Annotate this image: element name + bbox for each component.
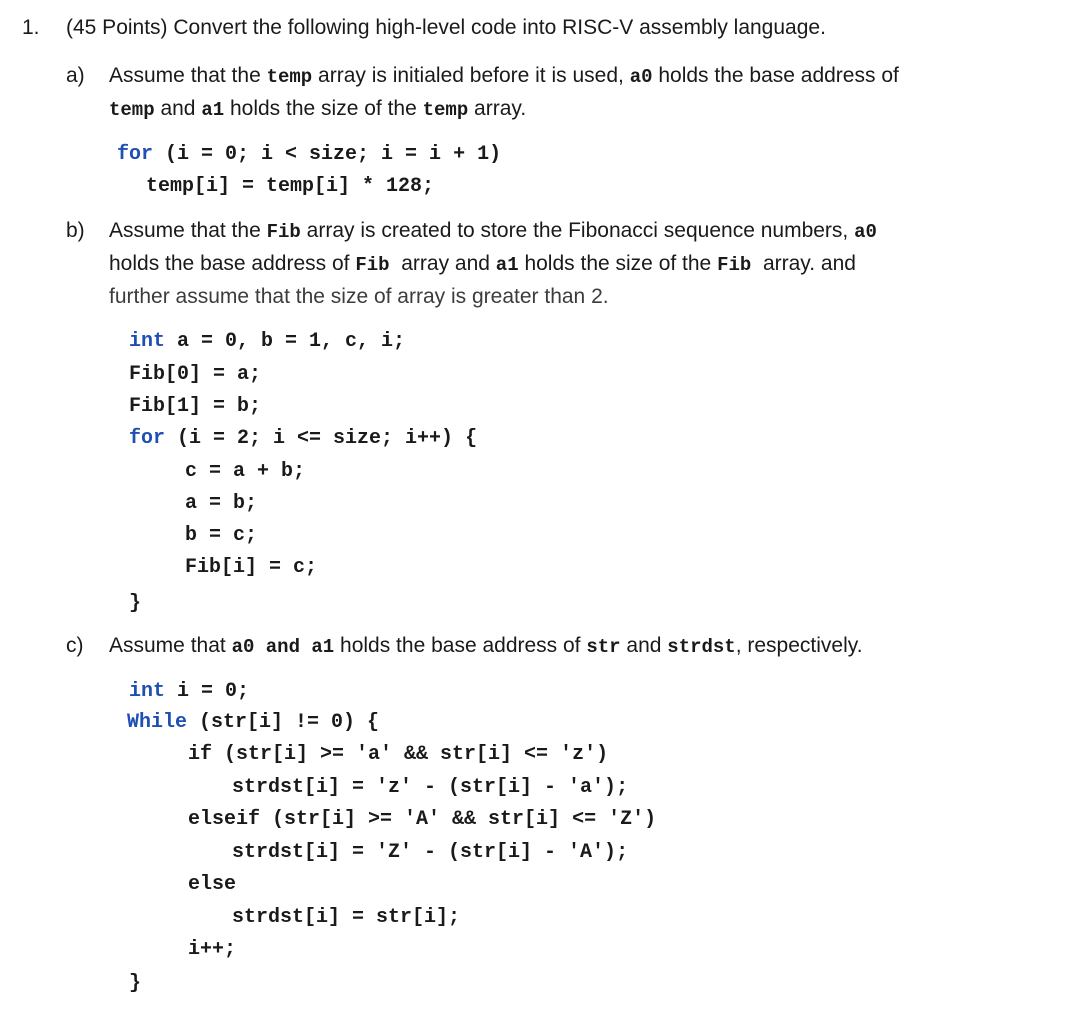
part-c-code-line: i++; — [188, 938, 237, 961]
part-b-text-line2: holds the base address of Fib array and a1 holds the size of the Fib array. and — [109, 252, 856, 276]
part-c-code-line: else — [188, 873, 237, 896]
part-c-text-line1: Assume that a0 and a1 holds the base address of str and strdst, respectively. — [109, 634, 863, 658]
part-b-text-line1: Assume that the Fib array is created to store the Fibonacci sequence numbers, a0 — [109, 219, 877, 243]
part-b-code-line: int a = 0, b = 1, c, i; — [129, 330, 406, 353]
part-c-code-line: int i = 0; — [129, 680, 250, 703]
part-b-code-line: a = b; — [185, 492, 258, 515]
points-label: (45 Points) — [66, 16, 168, 39]
part-c-code-line: strdst[i] = 'Z' - (str[i] - 'A'); — [232, 841, 629, 864]
question-number: 1. — [22, 16, 40, 39]
part-c-code-line: } — [129, 972, 142, 995]
part-a-code-line: temp[i] = temp[i] * 128; — [146, 175, 435, 198]
part-a-label: a) — [66, 64, 85, 87]
part-a-text-line1: Assume that the temp array is initialed before it is used, a0 holds the base address of — [109, 64, 899, 88]
part-b-code-line: Fib[0] = a; — [129, 363, 262, 386]
keyword: int — [129, 680, 166, 703]
part-b-code-line: b = c; — [185, 524, 258, 547]
keyword: int — [129, 330, 166, 353]
part-b-label: b) — [66, 219, 85, 242]
keyword: for — [129, 427, 166, 450]
part-c-code-line: if (str[i] >= 'a' && str[i] <= 'z') — [188, 743, 609, 766]
part-b-code-line: Fib[1] = b; — [129, 395, 262, 418]
keyword: While — [127, 711, 188, 734]
question-prompt: Convert the following high-level code into RISC-V assembly language. — [173, 16, 826, 39]
part-b-code-line: Fib[i] = c; — [185, 556, 318, 579]
part-c-label: c) — [66, 634, 84, 657]
part-a-text-line2: temp and a1 holds the size of the temp array. — [109, 97, 527, 121]
part-a-code-line: for (i = 0; i < size; i = i + 1) — [117, 143, 502, 166]
part-c-code-line: strdst[i] = 'z' - (str[i] - 'a'); — [232, 776, 629, 799]
part-c-code-line: elseif (str[i] >= 'A' && str[i] <= 'Z') — [188, 808, 657, 831]
part-b-code-line: } — [129, 592, 142, 615]
question-header — [66, 16, 826, 40]
part-b-text-line3: further assume that the size of array is greater than 2. — [109, 285, 609, 308]
part-b-code-line: for (i = 2; i <= size; i++) { — [129, 427, 478, 450]
part-b-code-line: c = a + b; — [185, 460, 306, 483]
part-c-code-line: strdst[i] = str[i]; — [232, 906, 461, 929]
keyword: for — [117, 143, 154, 166]
part-c-code-line: While (str[i] != 0) { — [127, 711, 380, 734]
